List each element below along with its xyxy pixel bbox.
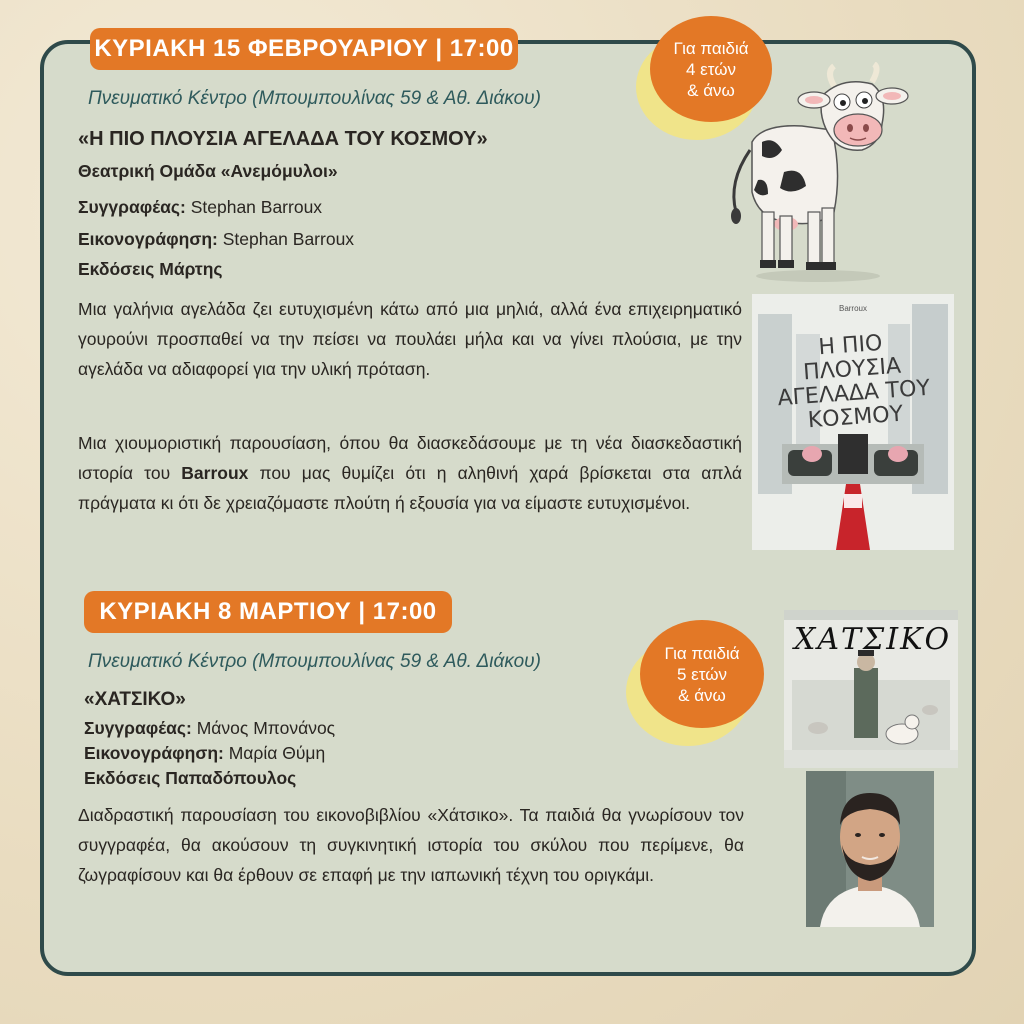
event1-illustrator	[78, 229, 354, 250]
age-badge-line: 4 ετών	[685, 59, 736, 79]
author-name: Stephan Barroux	[190, 197, 323, 217]
desc-bold: Barroux	[181, 463, 249, 483]
event1-venue: Πνευματικό Κέντρο (Μπουμπουλίνας 59 & Αθ. Διάκου)	[88, 88, 541, 109]
event1-author	[78, 197, 322, 218]
event2-publisher: Εκδόσεις Παπαδόπουλος	[84, 768, 297, 788]
event1-title: «Η ΠΙΟ ΠΛΟΥΣΙΑ ΑΓΕΛΑΔΑ ΤΟΥ ΚΟΣΜΟΥ»	[78, 128, 488, 150]
age-badge-line: Για παιδιά	[673, 38, 749, 58]
cow-illustration	[722, 62, 910, 284]
book-cover-title: Η ΠΙΟ ΠΛΟΥΣΙΑ ΑΓΕΛΑΔΑ ΤΟΥ ΚΟΣΜΟΥ	[776, 330, 931, 434]
event2-date-banner: ΚΥΡΙΑΚΗ 8 ΜΑΡΤΙΟΥ | 17:00	[84, 591, 452, 633]
author-label: Συγγραφέας:	[84, 718, 192, 738]
illustrator-label: Εικονογράφηση:	[78, 229, 218, 249]
desc-text: που μας θυμίζει ότι η αληθινή χαρά βρίσκεται στα απλά πράγματα κι ότι δε χρειαζόμαστε πλούτη ή εξουσία για να είμαστε ευτυχισμένοι.	[78, 463, 742, 513]
event2-illustrator	[84, 743, 325, 764]
book-cover-author: Barroux	[838, 304, 867, 313]
author-name: Μάνος Μπονάνος	[196, 718, 336, 738]
illustrator-name: Μαρία Θύμη	[228, 743, 326, 763]
book-cover-title: ΧΑΤΣΙΚΟ	[794, 622, 952, 657]
event1-description-2	[78, 428, 742, 518]
illustrator-name: Stephan Barroux	[222, 229, 355, 249]
event2-description: Διαδραστική παρουσίαση του εικονοβιβλίου «Χάτσικο». Τα παιδιά θα γνωρίσουν τον συγγραφέα, θα ακούσουν τη συγκινητική ιστορία του σκύλου που περίμενε, θα ζωγραφίσουν και θα έρθουν σε επαφή με την ιαπωνική τέχνη του οριγκάμι.	[78, 805, 744, 885]
age-badge-line: & άνω	[687, 80, 735, 100]
book-cover-hachiko	[784, 610, 958, 768]
event1-date-banner: ΚΥΡΙΑΚΗ 15 ΦΕΒΡΟΥΑΡΙΟΥ | 17:00	[90, 28, 518, 70]
age-badge-line: Για παιδιά	[664, 643, 740, 663]
illustrator-label: Εικονογράφηση:	[84, 743, 224, 763]
age-badge-circle	[640, 620, 764, 728]
author-photo	[806, 771, 934, 927]
event1-description-1: Μια γαλήνια αγελάδα ζει ευτυχισμένη κάτω από μια μηλιά, αλλά ένα επιχειρηματικό γουρούνι προσπαθεί να την πείσει να πουλάει μήλα και να γίνει πλούσια, με την αγελάδα να αδιαφορεί για την υλική πρόταση.	[78, 299, 742, 379]
age-badge-line: & άνω	[678, 685, 726, 705]
event1-group: Θεατρική Ομάδα «Ανεμόμυλοι»	[78, 161, 338, 181]
event2-venue: Πνευματικό Κέντρο (Μπουμπουλίνας 59 & Αθ. Διάκου)	[88, 651, 541, 672]
book-cover-cow	[752, 294, 954, 550]
age-badge-line: 5 ετών	[676, 664, 727, 684]
event1-publisher: Εκδόσεις Μάρτης	[78, 259, 223, 279]
desc-text: Μια χιουμοριστική παρουσίαση, όπου θα διασκεδάσουμε με τη νέα διασκεδαστική ιστορία του	[78, 433, 742, 483]
event2-title: «ΧΑΤΣΙΚΟ»	[84, 689, 186, 710]
author-label: Συγγραφέας:	[78, 197, 186, 217]
event2-author	[84, 718, 335, 739]
event2-age-badge	[640, 620, 764, 728]
